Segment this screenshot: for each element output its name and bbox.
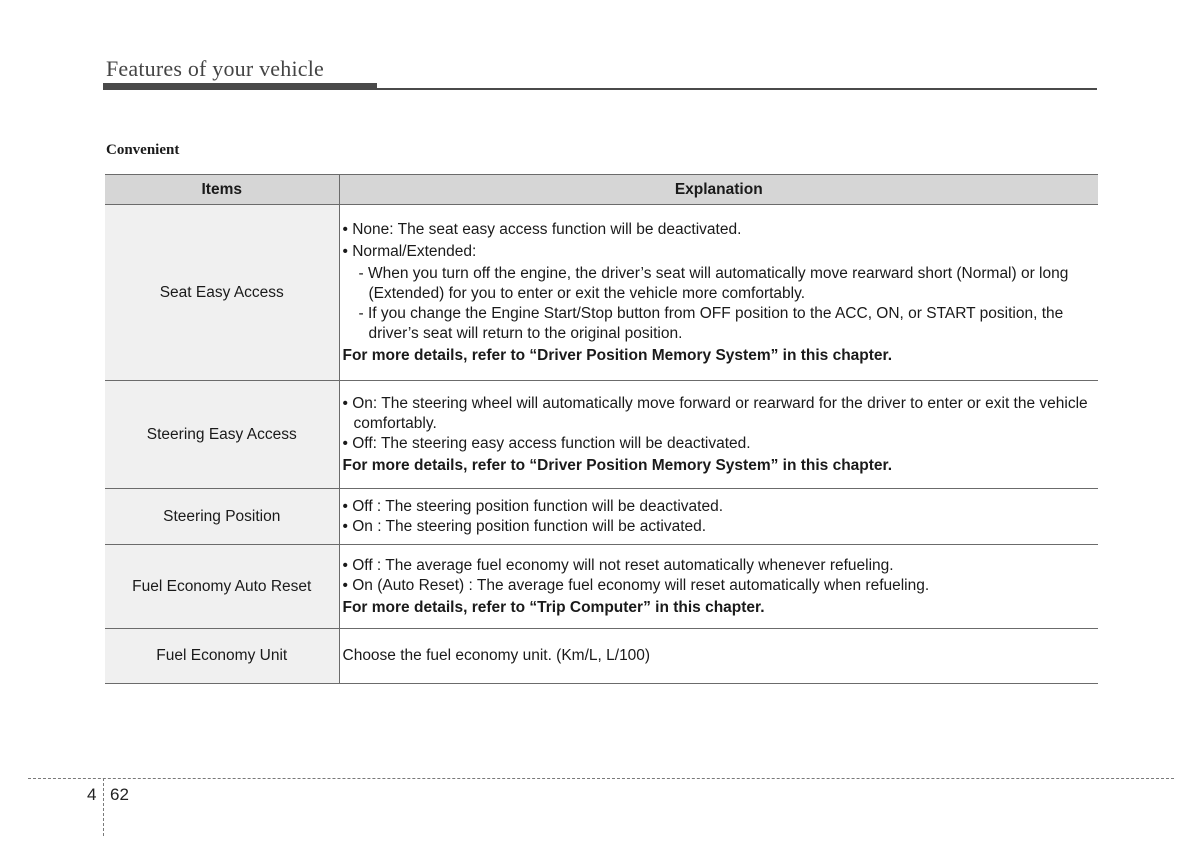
explanation-cell xyxy=(339,545,1098,629)
settings-table xyxy=(105,174,1098,684)
item-cell: Steering Position xyxy=(105,489,339,545)
explanation-line: • On: The steering wheel will automatically move forward or rearward for the driver to enter or exit the vehicle comfortably. xyxy=(342,394,1088,432)
item-cell: Seat Easy Access xyxy=(105,205,339,381)
explanation-subline: - When you turn off the engine, the driver’s seat will automatically move rearward short (Normal) or long (Extended) for you to enter or exit the vehicle more comfortably. xyxy=(358,264,1069,302)
explanation-line: • Off: The steering easy access function will be deactivated. xyxy=(342,434,751,452)
footer-dotted-rule xyxy=(28,778,1174,779)
explanation-cell xyxy=(339,629,1098,684)
item-cell: Steering Easy Access xyxy=(105,381,339,489)
explanation-line: • On : The steering position function will be activated. xyxy=(342,517,707,535)
chapter-number: 4 xyxy=(87,785,97,804)
reference-note: For more details, refer to “Trip Computer” in this chapter. xyxy=(342,598,765,616)
table-row xyxy=(105,205,1098,381)
footer-dotted-divider xyxy=(103,778,104,836)
section-title: Convenient xyxy=(106,142,180,158)
explanation-line: • Off : The steering position function will be deactivated. xyxy=(342,497,724,515)
explanation-line: • Off : The average fuel economy will not reset automatically whenever refueling. xyxy=(342,556,894,574)
explanation-line: • On (Auto Reset) : The average fuel economy will reset automatically when refueling. xyxy=(342,576,930,594)
explanation-cell xyxy=(339,489,1098,545)
reference-note: For more details, refer to “Driver Position Memory System” in this chapter. xyxy=(342,456,893,474)
explanation-cell xyxy=(339,381,1098,489)
explanation-subline: - If you change the Engine Start/Stop button from OFF position to the ACC, ON, or START position, the driver’s seat will return to the original position. xyxy=(358,304,1064,342)
table-row xyxy=(105,545,1098,629)
explanation-line: • Normal/Extended: xyxy=(342,242,477,260)
table-row xyxy=(105,629,1098,684)
page-header-title: Features of your vehicle xyxy=(106,56,325,81)
column-header-items: Items xyxy=(105,175,339,205)
explanation-line: Choose the fuel economy unit. (Km/L, L/100) xyxy=(342,647,651,664)
table-header-row xyxy=(105,175,1098,205)
item-cell: Fuel Economy Unit xyxy=(105,629,339,684)
table-row xyxy=(105,381,1098,489)
explanation-line: • None: The seat easy access function will be deactivated. xyxy=(342,220,742,238)
header-rule-thin xyxy=(103,88,1097,90)
table-row xyxy=(105,489,1098,545)
page-number: 62 xyxy=(110,785,129,804)
item-cell: Fuel Economy Auto Reset xyxy=(105,545,339,629)
reference-note: For more details, refer to “Driver Position Memory System” in this chapter. xyxy=(342,346,893,364)
explanation-cell xyxy=(339,205,1098,381)
column-header-explanation: Explanation xyxy=(339,175,1098,205)
